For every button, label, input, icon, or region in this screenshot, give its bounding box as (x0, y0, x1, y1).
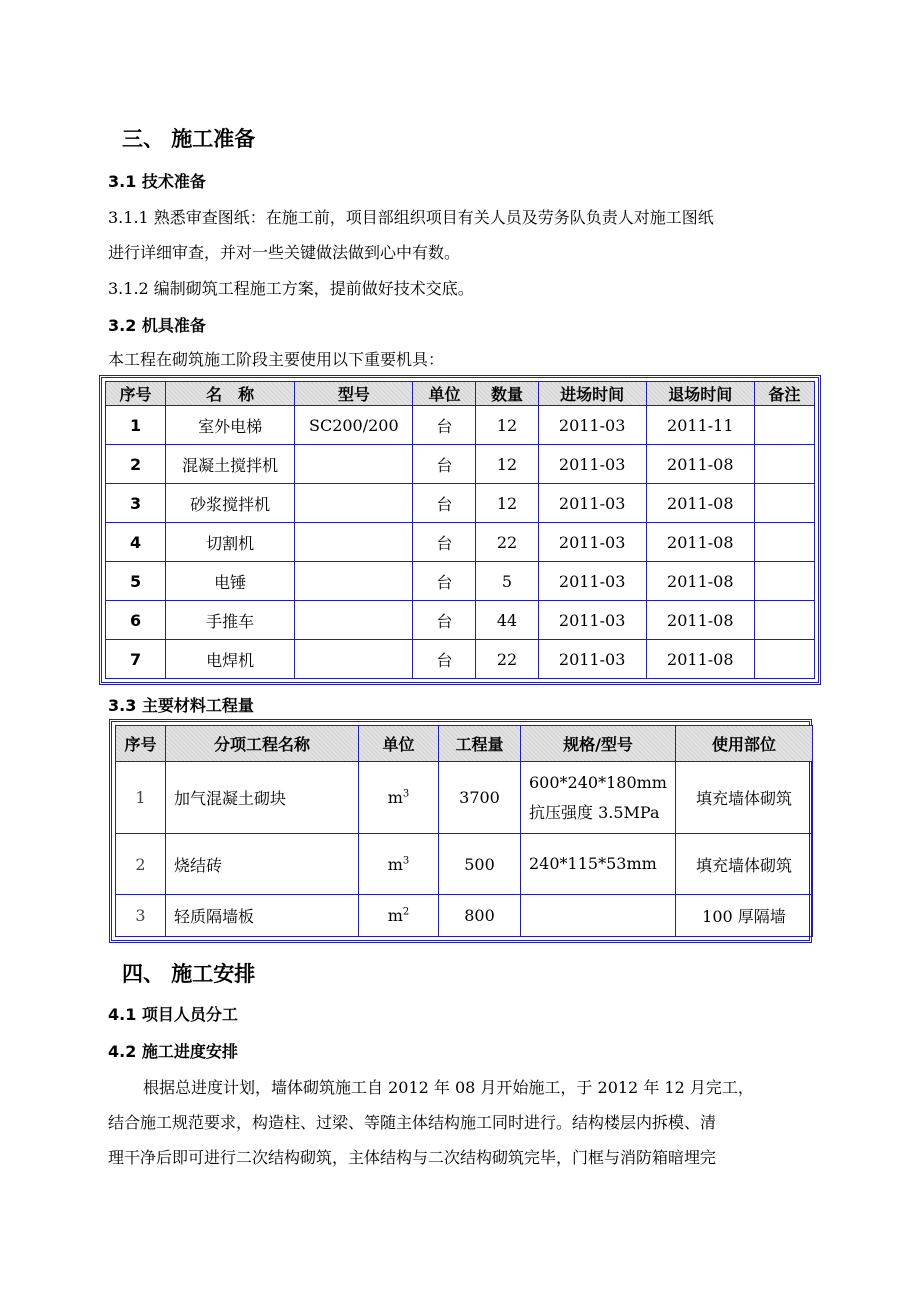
equipment-name: 电锤 (166, 562, 295, 601)
equipment-name: 砂浆搅拌机 (166, 484, 295, 523)
section-3-2-intro: 本工程在砌筑施工阶段主要使用以下重要机具： (108, 350, 445, 369)
header-cell: 单位 (413, 382, 476, 406)
table-row (106, 484, 815, 523)
header-cell: 序号 (116, 726, 166, 762)
material-unit (359, 834, 439, 894)
unit-exponent: 2 (402, 906, 410, 918)
remarks (754, 640, 814, 679)
equipment-unit: 台 (413, 523, 476, 562)
exit-date: 2011-08 (646, 523, 754, 562)
material-usage: 填充墙体砌筑 (676, 834, 813, 894)
row-number: 3 (116, 894, 166, 936)
header-cell: 数量 (476, 382, 538, 406)
paragraph-4-2-line1: 根据总进度计划，墙体砌筑施工自 2012 年 08 月开始施工，于 2012 年 12 月完工， (143, 1078, 754, 1097)
material-spec (521, 894, 676, 936)
material-qty: 800 (439, 894, 521, 936)
material-spec (521, 762, 676, 834)
unit-base: m (387, 788, 403, 808)
remarks (754, 445, 814, 484)
section-3-title: 三、 施工准备 (122, 127, 256, 151)
header-cell: 退场时间 (646, 382, 754, 406)
entry-date: 2011-03 (538, 484, 646, 523)
section-4-title: 四、 施工安排 (122, 962, 256, 986)
equipment-qty: 5 (476, 562, 538, 601)
equipment-unit: 台 (413, 445, 476, 484)
remarks (754, 484, 814, 523)
entry-date: 2011-03 (538, 406, 646, 445)
row-number: 6 (106, 601, 166, 640)
equipment-model (295, 562, 413, 601)
header-cell: 名 称 (166, 382, 295, 406)
row-number: 7 (106, 640, 166, 679)
spec-line-2: 抗压强度 3.5MPa (529, 802, 660, 822)
header-cell: 规格/型号 (521, 726, 676, 762)
table-row (106, 601, 815, 640)
exit-date: 2011-08 (646, 484, 754, 523)
section-3-2-title: 3.2 机具准备 (108, 316, 206, 335)
spec-line-1: 240*115*53mm (529, 854, 657, 874)
header-cell: 工程量 (439, 726, 521, 762)
equipment-model (295, 523, 413, 562)
unit-exponent: 3 (402, 855, 410, 867)
table-row (116, 894, 813, 936)
header-cell: 单位 (359, 726, 439, 762)
equipment-name: 电焊机 (166, 640, 295, 679)
equipment-unit: 台 (413, 562, 476, 601)
paragraph-4-2-line2: 结合施工规范要求，构造柱、过梁、等随主体结构施工同时进行。结构楼层内拆模、清 (108, 1113, 717, 1132)
entry-date: 2011-03 (538, 601, 646, 640)
equipment-name: 手推车 (166, 601, 295, 640)
equipment-unit: 台 (413, 406, 476, 445)
material-name: 轻质隔墙板 (166, 894, 359, 936)
remarks (754, 562, 814, 601)
equipment-table (99, 375, 821, 685)
entry-date: 2011-03 (538, 640, 646, 679)
equipment-table-header (106, 382, 815, 406)
row-number: 2 (106, 445, 166, 484)
equipment-qty: 12 (476, 445, 538, 484)
table-row (116, 834, 813, 894)
equipment-qty: 22 (476, 523, 538, 562)
equipment-model (295, 484, 413, 523)
remarks (754, 523, 814, 562)
equipment-qty: 12 (476, 484, 538, 523)
header-cell: 使用部位 (676, 726, 813, 762)
paragraph-3-1-1-line2: 进行详细审查，并对一些关键做法做到心中有数。 (108, 243, 461, 262)
table-row (106, 406, 815, 445)
table-row (106, 562, 815, 601)
equipment-qty: 44 (476, 601, 538, 640)
equipment-unit: 台 (413, 640, 476, 679)
equipment-unit: 台 (413, 484, 476, 523)
equipment-name: 切割机 (166, 523, 295, 562)
entry-date: 2011-03 (538, 523, 646, 562)
unit-exponent: 3 (402, 788, 410, 800)
equipment-unit: 台 (413, 601, 476, 640)
header-cell: 备注 (754, 382, 814, 406)
material-usage: 100 厚隔墙 (676, 894, 813, 936)
spec-line-1: 600*240*180mm (529, 772, 667, 792)
exit-date: 2011-08 (646, 640, 754, 679)
table-row (106, 445, 815, 484)
equipment-model: SC200/200 (295, 406, 413, 445)
row-number: 1 (106, 406, 166, 445)
equipment-name: 混凝土搅拌机 (166, 445, 295, 484)
header-cell: 序号 (106, 382, 166, 406)
remarks (754, 406, 814, 445)
material-unit (359, 762, 439, 834)
exit-date: 2011-11 (646, 406, 754, 445)
section-3-1-title: 3.1 技术准备 (108, 172, 206, 191)
paragraph-3-1-2: 3.1.2 编制砌筑工程施工方案，提前做好技术交底。 (108, 279, 474, 298)
materials-table-header (116, 726, 813, 762)
table-row (106, 640, 815, 679)
equipment-model (295, 445, 413, 484)
exit-date: 2011-08 (646, 445, 754, 484)
material-name: 加气混凝土砌块 (166, 762, 359, 834)
material-usage: 填充墙体砌筑 (676, 762, 813, 834)
material-qty: 500 (439, 834, 521, 894)
material-unit (359, 894, 439, 936)
materials-table (109, 719, 812, 943)
table-row (116, 762, 813, 834)
material-qty: 3700 (439, 762, 521, 834)
unit-base: m (387, 905, 403, 925)
equipment-qty: 22 (476, 640, 538, 679)
unit-base: m (387, 854, 403, 874)
paragraph-4-2-line3: 理干净后即可进行二次结构砌筑，主体结构与二次结构砌筑完毕，门框与消防箱暗埋完 (108, 1148, 717, 1167)
row-number: 4 (106, 523, 166, 562)
remarks (754, 601, 814, 640)
exit-date: 2011-08 (646, 601, 754, 640)
exit-date: 2011-08 (646, 562, 754, 601)
table-row (106, 523, 815, 562)
entry-date: 2011-03 (538, 445, 646, 484)
header-cell: 进场时间 (538, 382, 646, 406)
row-number: 3 (106, 484, 166, 523)
section-3-3-title: 3.3 主要材料工程量 (108, 696, 254, 715)
row-number: 5 (106, 562, 166, 601)
header-cell: 型号 (295, 382, 413, 406)
material-name: 烧结砖 (166, 834, 359, 894)
header-cell: 分项工程名称 (166, 726, 359, 762)
equipment-model (295, 601, 413, 640)
section-4-2-title: 4.2 施工进度安排 (108, 1042, 238, 1061)
equipment-name: 室外电梯 (166, 406, 295, 445)
entry-date: 2011-03 (538, 562, 646, 601)
section-4-1-title: 4.1 项目人员分工 (108, 1005, 238, 1024)
equipment-model (295, 640, 413, 679)
material-spec (521, 834, 676, 894)
equipment-qty: 12 (476, 406, 538, 445)
row-number: 2 (116, 834, 166, 894)
paragraph-3-1-1-line1: 3.1.1 熟悉审查图纸：在施工前，项目部组织项目有关人员及劳务队负责人对施工图纸 (108, 208, 714, 227)
row-number: 1 (116, 762, 166, 834)
